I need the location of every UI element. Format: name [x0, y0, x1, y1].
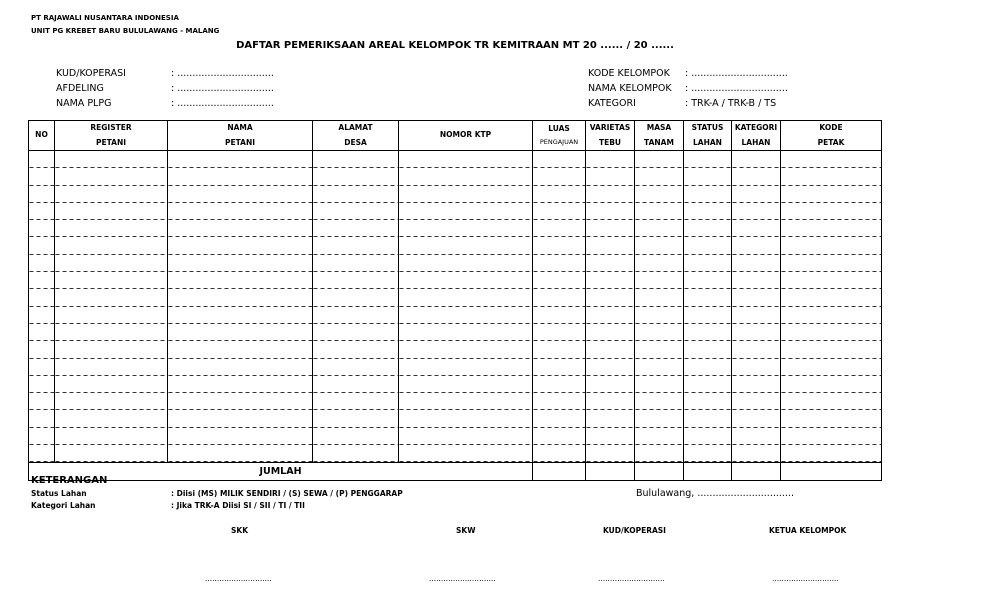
total-cell — [732, 463, 781, 481]
table-cell — [781, 376, 882, 393]
table-cell — [586, 359, 635, 376]
table-cell — [55, 255, 168, 272]
table-cell — [399, 428, 533, 445]
signature-line-ketua: ............................ — [772, 574, 839, 583]
table-cell — [635, 168, 684, 185]
table-cell — [586, 410, 635, 427]
field-label-kode-kelompok: KODE KELOMPOK — [588, 68, 670, 79]
signature-line-skw: ............................ — [429, 574, 496, 583]
table-cell — [586, 341, 635, 358]
table-row — [29, 376, 882, 393]
table-row — [29, 289, 882, 306]
table-cell — [781, 359, 882, 376]
table-cell — [313, 376, 399, 393]
table-cell — [55, 237, 168, 254]
table-cell — [684, 428, 732, 445]
table-cell — [313, 324, 399, 341]
signature-title-skk: SKK — [231, 526, 249, 535]
table-cell — [586, 393, 635, 410]
table-cell — [29, 445, 55, 463]
column-header-nama-petani: NAMA PETANI — [168, 121, 313, 151]
inspection-table — [28, 120, 882, 481]
table-cell — [313, 220, 399, 237]
table-cell — [781, 428, 882, 445]
table-cell — [399, 151, 533, 169]
table-cell — [732, 255, 781, 272]
table-cell — [29, 220, 55, 237]
table-cell — [168, 289, 313, 306]
table-cell — [732, 272, 781, 289]
table-cell — [168, 410, 313, 427]
table-cell — [313, 289, 399, 306]
table-cell — [313, 203, 399, 220]
table-row — [29, 272, 882, 289]
table-cell — [55, 272, 168, 289]
table-cell — [168, 428, 313, 445]
table-cell — [399, 376, 533, 393]
signature-line-kud: ............................ — [598, 574, 665, 583]
table-cell — [55, 307, 168, 324]
table-cell — [399, 203, 533, 220]
table-cell — [684, 289, 732, 306]
total-cell — [533, 463, 586, 481]
table-cell — [781, 393, 882, 410]
table-cell — [684, 186, 732, 203]
table-cell — [635, 151, 684, 169]
column-header-alamat-desa: ALAMAT DESA — [313, 121, 399, 151]
table-cell — [732, 186, 781, 203]
table-cell — [168, 307, 313, 324]
table-cell — [55, 445, 168, 463]
table-cell — [586, 428, 635, 445]
table-cell — [533, 307, 586, 324]
table-cell — [781, 168, 882, 185]
table-cell — [533, 151, 586, 169]
table-cell — [168, 220, 313, 237]
table-row — [29, 410, 882, 427]
table-cell — [399, 186, 533, 203]
table-cell — [399, 410, 533, 427]
table-cell — [399, 220, 533, 237]
table-cell — [635, 255, 684, 272]
table-cell — [586, 151, 635, 169]
table-cell — [399, 341, 533, 358]
table-cell — [586, 203, 635, 220]
table-row — [29, 237, 882, 254]
note-label-kategori-lahan: Kategori Lahan — [31, 501, 96, 510]
table-cell — [732, 324, 781, 341]
table-cell — [684, 237, 732, 254]
table-cell — [29, 376, 55, 393]
table-cell — [533, 255, 586, 272]
table-cell — [29, 410, 55, 427]
table-cell — [55, 410, 168, 427]
table-cell — [29, 237, 55, 254]
table-cell — [168, 272, 313, 289]
table-cell — [399, 168, 533, 185]
table-cell — [168, 393, 313, 410]
table-cell — [684, 203, 732, 220]
field-label-nama-kelompok: NAMA KELOMPOK — [588, 83, 672, 94]
field-label-kategori: KATEGORI — [588, 98, 636, 109]
table-cell — [533, 410, 586, 427]
table-cell — [313, 186, 399, 203]
field-value-plpg: : ................................ — [171, 98, 274, 109]
table-cell — [732, 376, 781, 393]
table-cell — [29, 151, 55, 169]
table-cell — [55, 168, 168, 185]
table-cell — [586, 272, 635, 289]
column-header-varietas-tebu: VARIETAS TEBU — [586, 121, 635, 151]
table-cell — [586, 324, 635, 341]
table-cell — [168, 445, 313, 463]
total-cell — [684, 463, 732, 481]
table-row — [29, 220, 882, 237]
table-cell — [533, 376, 586, 393]
table-cell — [29, 203, 55, 220]
table-cell — [29, 289, 55, 306]
table-cell — [586, 237, 635, 254]
note-value-status-lahan: : Diisi (MS) MILIK SENDIRI / (S) SEWA / (P) PENGGARAP — [171, 489, 403, 498]
table-cell — [732, 445, 781, 463]
total-cell — [586, 463, 635, 481]
table-cell — [313, 341, 399, 358]
table-row — [29, 428, 882, 445]
table-cell — [635, 186, 684, 203]
table-cell — [399, 272, 533, 289]
table-cell — [313, 168, 399, 185]
table-cell — [684, 272, 732, 289]
field-value-nama-kelompok: : ................................ — [685, 83, 788, 94]
table-cell — [781, 272, 882, 289]
field-label-plpg: NAMA PLPG — [56, 98, 112, 109]
table-cell — [684, 359, 732, 376]
table-cell — [781, 237, 882, 254]
column-header-no: NO — [29, 121, 55, 151]
table-cell — [732, 151, 781, 169]
table-cell — [55, 359, 168, 376]
table-cell — [635, 237, 684, 254]
table-cell — [781, 255, 882, 272]
table-row — [29, 445, 882, 463]
table-cell — [55, 428, 168, 445]
column-header-masa-tanam: MASA TANAM — [635, 121, 684, 151]
table-row — [29, 341, 882, 358]
table-cell — [29, 168, 55, 185]
table-cell — [55, 220, 168, 237]
table-cell — [732, 341, 781, 358]
table-cell — [533, 168, 586, 185]
column-header-nomor-ktp: NOMOR KTP — [399, 121, 533, 151]
note-value-kategori-lahan: : Jika TRK-A Diisi SI / SII / TI / TII — [171, 501, 305, 510]
table-cell — [399, 307, 533, 324]
table-cell — [781, 341, 882, 358]
table-cell — [586, 168, 635, 185]
table-cell — [29, 307, 55, 324]
table-row — [29, 255, 882, 272]
table-cell — [313, 359, 399, 376]
total-row — [29, 463, 882, 481]
table-cell — [399, 445, 533, 463]
table-cell — [586, 376, 635, 393]
table-row — [29, 359, 882, 376]
table-cell — [732, 428, 781, 445]
table-cell — [55, 186, 168, 203]
table-cell — [29, 393, 55, 410]
field-value-kode-kelompok: : ................................ — [685, 68, 788, 79]
column-header-kategori-lahan: KATEGORI LAHAN — [732, 121, 781, 151]
column-header-status-lahan: STATUS LAHAN — [684, 121, 732, 151]
table-cell — [635, 359, 684, 376]
notes-heading: KETERANGAN — [31, 475, 108, 486]
unit-name: UNIT PG KREBET BARU BULULAWANG - MALANG — [31, 27, 220, 35]
table-cell — [168, 203, 313, 220]
field-value-kategori: : TRK-A / TRK-B / TS — [685, 98, 777, 109]
table-cell — [635, 324, 684, 341]
table-cell — [533, 186, 586, 203]
table-cell — [635, 307, 684, 324]
table-cell — [781, 151, 882, 169]
table-cell — [29, 428, 55, 445]
table-cell — [313, 445, 399, 463]
table-cell — [781, 203, 882, 220]
table-cell — [55, 393, 168, 410]
table-cell — [684, 255, 732, 272]
table-cell — [781, 307, 882, 324]
table-row — [29, 151, 882, 169]
table-cell — [781, 186, 882, 203]
table-cell — [635, 428, 684, 445]
form-title: DAFTAR PEMERIKSAAN AREAL KELOMPOK TR KEMITRAAN MT 20 ...... / 20 ...... — [236, 40, 674, 51]
signature-title-ketua: KETUA KELOMPOK — [769, 526, 847, 535]
table-cell — [168, 168, 313, 185]
table-cell — [55, 151, 168, 169]
table-cell — [168, 359, 313, 376]
table-cell — [533, 445, 586, 463]
table-cell — [781, 445, 882, 463]
table-cell — [533, 237, 586, 254]
table-cell — [55, 203, 168, 220]
table-cell — [399, 324, 533, 341]
table-cell — [586, 307, 635, 324]
table-cell — [732, 307, 781, 324]
table-row — [29, 324, 882, 341]
table-cell — [313, 237, 399, 254]
table-cell — [732, 393, 781, 410]
table-cell — [313, 151, 399, 169]
signature-title-kud: KUD/KOPERASI — [603, 526, 666, 535]
table-cell — [635, 203, 684, 220]
table-cell — [732, 237, 781, 254]
table-cell — [684, 220, 732, 237]
table-cell — [586, 289, 635, 306]
table-cell — [168, 255, 313, 272]
table-cell — [313, 410, 399, 427]
table-cell — [533, 203, 586, 220]
company-name: PT RAJAWALI NUSANTARA INDONESIA — [31, 14, 179, 22]
table-cell — [732, 359, 781, 376]
table-cell — [732, 410, 781, 427]
table-cell — [313, 393, 399, 410]
table-cell — [732, 203, 781, 220]
table-cell — [399, 393, 533, 410]
table-cell — [684, 168, 732, 185]
table-cell — [399, 359, 533, 376]
table-cell — [29, 359, 55, 376]
signature-title-skw: SKW — [456, 526, 476, 535]
table-cell — [684, 307, 732, 324]
table-cell — [635, 445, 684, 463]
signature-line-skk: ............................ — [205, 574, 272, 583]
table-cell — [168, 341, 313, 358]
table-cell — [732, 220, 781, 237]
table-cell — [29, 186, 55, 203]
table-cell — [168, 376, 313, 393]
column-header-register-petani: REGISTER PETANI — [55, 121, 168, 151]
table-cell — [684, 324, 732, 341]
table-cell — [313, 272, 399, 289]
table-cell — [55, 341, 168, 358]
table-cell — [533, 359, 586, 376]
table-cell — [635, 410, 684, 427]
table-cell — [29, 272, 55, 289]
table-cell — [313, 307, 399, 324]
table-cell — [586, 186, 635, 203]
table-cell — [635, 376, 684, 393]
table-cell — [586, 255, 635, 272]
total-label: JUMLAH — [29, 463, 533, 481]
column-header-luas-pengajuan: LUAS PENGAJUAN — [533, 121, 586, 151]
table-cell — [399, 255, 533, 272]
table-cell — [586, 445, 635, 463]
field-label-kud: KUD/KOPERASI — [56, 68, 126, 79]
table-cell — [684, 445, 732, 463]
table-cell — [533, 272, 586, 289]
table-cell — [29, 341, 55, 358]
table-cell — [533, 220, 586, 237]
table-row — [29, 393, 882, 410]
table-cell — [399, 289, 533, 306]
table-cell — [55, 376, 168, 393]
table-cell — [684, 410, 732, 427]
table-cell — [313, 255, 399, 272]
total-cell — [635, 463, 684, 481]
note-label-status-lahan: Status Lahan — [31, 489, 87, 498]
table-cell — [533, 428, 586, 445]
table-cell — [732, 168, 781, 185]
table-cell — [635, 393, 684, 410]
table-cell — [533, 324, 586, 341]
table-row — [29, 203, 882, 220]
table-cell — [168, 186, 313, 203]
table-cell — [168, 237, 313, 254]
field-label-afdeling: AFDELING — [56, 83, 104, 94]
table-row — [29, 307, 882, 324]
table-cell — [684, 393, 732, 410]
table-cell — [313, 428, 399, 445]
table-cell — [781, 410, 882, 427]
table-cell — [732, 289, 781, 306]
table-row — [29, 186, 882, 203]
table-cell — [55, 289, 168, 306]
table-cell — [168, 324, 313, 341]
table-row — [29, 168, 882, 185]
table-cell — [55, 324, 168, 341]
table-cell — [781, 289, 882, 306]
table-cell — [399, 237, 533, 254]
total-cell — [781, 463, 882, 481]
table-cell — [533, 393, 586, 410]
table-cell — [684, 341, 732, 358]
table-cell — [781, 324, 882, 341]
table-cell — [168, 151, 313, 169]
table-cell — [533, 289, 586, 306]
table-cell — [29, 324, 55, 341]
column-header-kode-petak: KODE PETAK — [781, 121, 882, 151]
table-cell — [635, 289, 684, 306]
table-cell — [533, 341, 586, 358]
table-cell — [635, 220, 684, 237]
table-cell — [684, 376, 732, 393]
table-cell — [635, 272, 684, 289]
table-cell — [684, 151, 732, 169]
field-value-afdeling: : ................................ — [171, 83, 274, 94]
field-value-kud: : ................................ — [171, 68, 274, 79]
table-cell — [29, 255, 55, 272]
table-cell — [635, 341, 684, 358]
place-date: Bululawang, ................................ — [636, 488, 794, 499]
table-cell — [781, 220, 882, 237]
table-header-row — [29, 121, 882, 151]
table-cell — [586, 220, 635, 237]
